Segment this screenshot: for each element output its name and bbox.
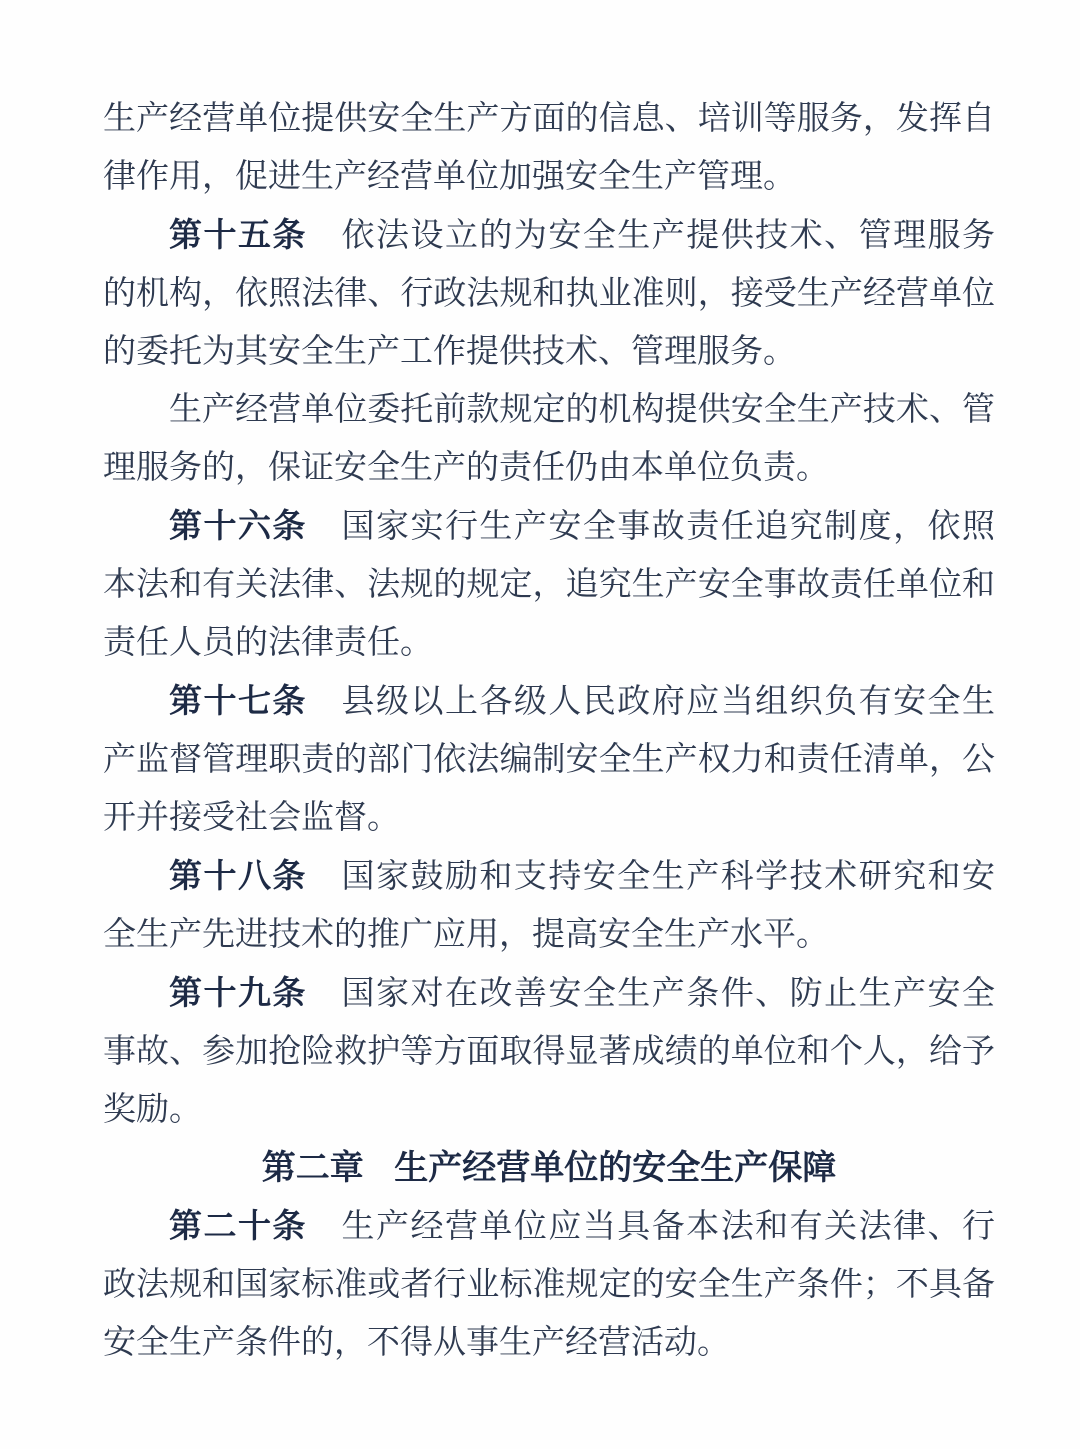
paragraph-text: 生产经营单位提供安全生产方面的信息、培训等服务，发挥自律作用，促进生产经营单位加强安全生产管理。 — [103, 101, 995, 195]
article-19-label: 第十九条 — [169, 974, 307, 1011]
article-19 — [103, 964, 995, 1139]
article-16-text: 国家实行生产安全事故责任追究制度，依照本法和有关法律、法规的规定，追究生产安全事故责任单位和责任人员的法律责任。 — [103, 509, 996, 661]
article-16-label: 第十六条 — [169, 507, 307, 544]
article-15-clause-2 — [103, 381, 995, 497]
chapter-heading-label: 第二章 — [261, 1149, 364, 1187]
article-20-text: 生产经营单位应当具备本法和有关法律、行政法规和国家标准或者行业标准规定的安全生产条件；不具备安全生产条件的，不得从事生产经营活动。 — [103, 1209, 996, 1361]
document-body — [103, 90, 995, 1372]
article-15-label: 第十五条 — [169, 216, 307, 253]
paragraph-text: 生产经营单位委托前款规定的机构提供安全生产技术、管理服务的，保证安全生产的责任仍由本单位负责。 — [103, 392, 995, 486]
article-20 — [103, 1197, 995, 1372]
article-17-label: 第十七条 — [169, 682, 307, 719]
article-19-text: 国家对在改善安全生产条件、防止生产安全事故、参加抢险救护等方面取得显著成绩的单位和个人，给予奖励。 — [103, 976, 996, 1128]
article-18 — [103, 847, 995, 964]
chapter-heading — [103, 1139, 995, 1197]
paragraph-continuation — [103, 90, 995, 206]
article-18-text: 国家鼓励和支持安全生产科学技术研究和安全生产先进技术的推广应用，提高安全生产水平。 — [103, 859, 996, 953]
article-20-label: 第二十条 — [169, 1207, 307, 1244]
chapter-heading-title: 生产经营单位的安全生产保障 — [394, 1149, 837, 1187]
article-16 — [103, 497, 995, 672]
article-15-text: 依法设立的为安全生产提供技术、管理服务的机构，依照法律、行政法规和执业准则，接受生产经营单位的委托为其安全生产工作提供技术、管理服务。 — [103, 218, 996, 370]
article-18-label: 第十八条 — [169, 857, 307, 894]
article-17 — [103, 672, 995, 847]
article-15 — [103, 206, 995, 381]
article-17-text: 县级以上各级人民政府应当组织负有安全生产监督管理职责的部门依法编制安全生产权力和责任清单，公开并接受社会监督。 — [103, 684, 996, 836]
